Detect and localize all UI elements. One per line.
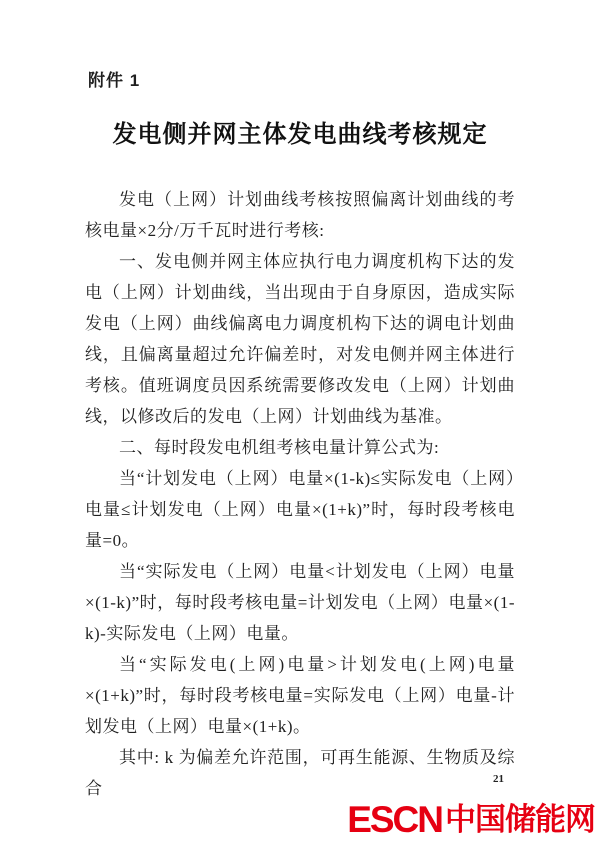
- paragraph-formula-case-2: 当“实际发电（上网）电量<计划发电（上网）电量×(1-k)”时，每时段考核电量=计划发电（上网）电量×(1-k)-实际发电（上网）电量。: [85, 562, 515, 643]
- escn-logo-cjk-text: 中国储能网: [445, 802, 595, 837]
- document-body: [85, 184, 515, 804]
- attachment-label: 附件 1: [88, 71, 141, 90]
- escn-logo-latin-text: ESCN: [347, 799, 442, 840]
- paragraph-rule-1: 一、发电侧并网主体应执行电力调度机构下达的发电（上网）计划曲线，当出现由于自身原因，造成实际发电（上网）曲线偏离电力调度机构下达的调电计划曲线，且偏离量超过允许偏差时，对发电侧并网主体进行考核。值班调度员因系统需要修改发电（上网）计划曲线，以修改后的发电（上网）计划曲线为基准。: [85, 252, 515, 426]
- paragraph-formula-case-3: 当“实际发电(上网)电量>计划发电(上网)电量×(1+k)”时，每时段考核电量=实际发电（上网）电量-计划发电（上网）电量×(1+k)。: [85, 655, 515, 736]
- paragraph-k-definition: 其中: k 为偏差允许范围，可再生能源、生物质及综合: [85, 748, 515, 798]
- paragraph-rule-2: 二、每时段发电机组考核电量计算公式为:: [119, 438, 440, 457]
- paragraph-intro: 发电（上网）计划曲线考核按照偏离计划曲线的考核电量×2分/万千瓦时进行考核:: [85, 190, 515, 240]
- document-title: 发电侧并网主体发电曲线考核规定: [112, 121, 488, 148]
- page-number: 21: [493, 773, 504, 785]
- escn-watermark-logo: [347, 801, 595, 838]
- paragraph-formula-case-1: 当“计划发电（上网）电量×(1-k)≤实际发电（上网）电量≤计划发电（上网）电量×(1+k)”时，每时段考核电量=0。: [85, 469, 515, 550]
